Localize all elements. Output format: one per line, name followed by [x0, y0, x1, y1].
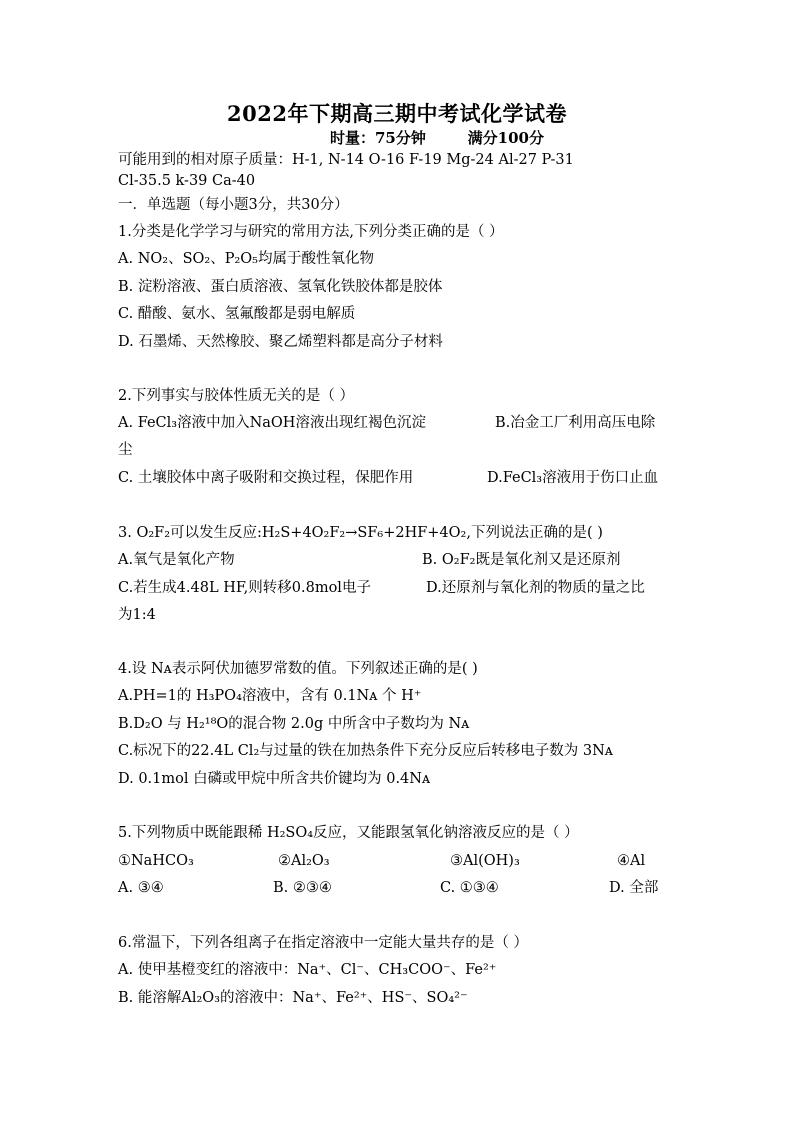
- q3-option-b: B. O₂F₂既是氧化剂又是还原剂: [422, 552, 621, 568]
- q1-stem: 1.分类是化学学习与研究的常用方法,下列分类正确的是（ ）: [118, 224, 504, 240]
- q2-option-c: C. 土壤胶体中离子吸附和交换过程，保肥作用: [118, 470, 414, 486]
- q2-option-b: B.冶金工厂利用高压电除: [495, 415, 656, 431]
- exam-info: 时量：75分钟 满分100分: [330, 129, 544, 147]
- q3-stem: 3. O₂F₂可以发生反应:H₂S+4O₂F₂→SF₆+2HF+4O₂,下列说法正确的是( ): [118, 525, 603, 541]
- q1-option-a: A. NO₂、SO₂、P₂O₅均属于酸性氧化物: [118, 251, 374, 267]
- q4-option-d: D. 0.1mol 白磷或甲烷中所含共价键均为 0.4Nᴀ: [118, 771, 431, 787]
- q5-item-1: ①NaHCO₃: [118, 853, 194, 869]
- q3-option-a: A.氧气是氧化产物: [118, 552, 235, 568]
- section-heading: 一．单选题（每小题3分，共30分）: [118, 197, 349, 213]
- q1-option-d: D. 石墨烯、天然橡胶、聚乙烯塑料都是高分子材料: [118, 334, 443, 350]
- q1-option-c: C. 醋酸、氨水、氢氟酸都是弱电解质: [118, 306, 356, 322]
- q1-option-b: B. 淀粉溶液、蛋白质溶液、氢氧化铁胶体都是胶体: [118, 279, 443, 295]
- q2-option-b-continued: 尘: [118, 442, 133, 458]
- q4-stem: 4.设 Nᴀ表示阿伏加德罗常数的值。下列叙述正确的是( ): [118, 661, 478, 677]
- q5-option-b: B. ②③④: [273, 880, 332, 896]
- q4-option-a: A.PH=1的 H₃PO₄溶液中，含有 0.1Nᴀ 个 H⁺: [118, 688, 422, 704]
- q5-item-4: ④Al: [617, 853, 646, 869]
- q4-option-c: C.标况下的22.4L Cl₂与过量的铁在加热条件下充分反应后转移电子数为 3Nᴀ: [118, 743, 613, 759]
- q3-option-d: D.还原剂与氧化剂的物质的量之比: [426, 580, 645, 596]
- q6-stem: 6.常温下，下列各组离子在指定溶液中一定能大量共存的是（ ）: [118, 935, 528, 951]
- q3-option-c: C.若生成4.48L HF,则转移0.8mol电子: [118, 580, 371, 596]
- q2-option-d: D.FeCl₃溶液用于伤口止血: [487, 470, 659, 486]
- q5-option-c: C. ①③④: [440, 880, 499, 896]
- atomic-masses-line-2: Cl-35.5 k-39 Ca-40: [118, 173, 256, 189]
- q5-stem: 5.下列物质中既能跟稀 H₂SO₄反应，又能跟氢氧化钠溶液反应的是（ ）: [118, 825, 579, 841]
- q5-option-a: A. ③④: [118, 880, 164, 896]
- q5-option-d: D. 全部: [609, 880, 659, 896]
- page-title: 2022年下期高三期中考试化学试卷: [227, 101, 567, 126]
- q2-stem: 2.下列事实与胶体性质无关的是（ ）: [118, 388, 354, 404]
- atomic-masses-line-1: 可能用到的相对原子质量：H-1, N-14 O-16 F-19 Mg-24 Al-27 P-31: [118, 152, 574, 168]
- q5-item-3: ③Al(OH)₃: [450, 853, 520, 869]
- q3-option-d-continued: 为1:4: [118, 607, 156, 623]
- q5-item-2: ②Al₂O₃: [278, 853, 330, 869]
- q6-option-b: B. 能溶解Al₂O₃的溶液中：Na⁺、Fe²⁺、HS⁻、SO₄²⁻: [118, 990, 468, 1006]
- q2-option-a: A. FeCl₃溶液中加入NaOH溶液出现红褐色沉淀: [118, 415, 426, 431]
- q4-option-b: B.D₂O 与 H₂¹⁸O的混合物 2.0g 中所含中子数均为 Nᴀ: [118, 716, 470, 732]
- q6-option-a: A. 使甲基橙变红的溶液中：Na⁺、Cl⁻、CH₃COO⁻、Fe²⁺: [118, 962, 497, 978]
